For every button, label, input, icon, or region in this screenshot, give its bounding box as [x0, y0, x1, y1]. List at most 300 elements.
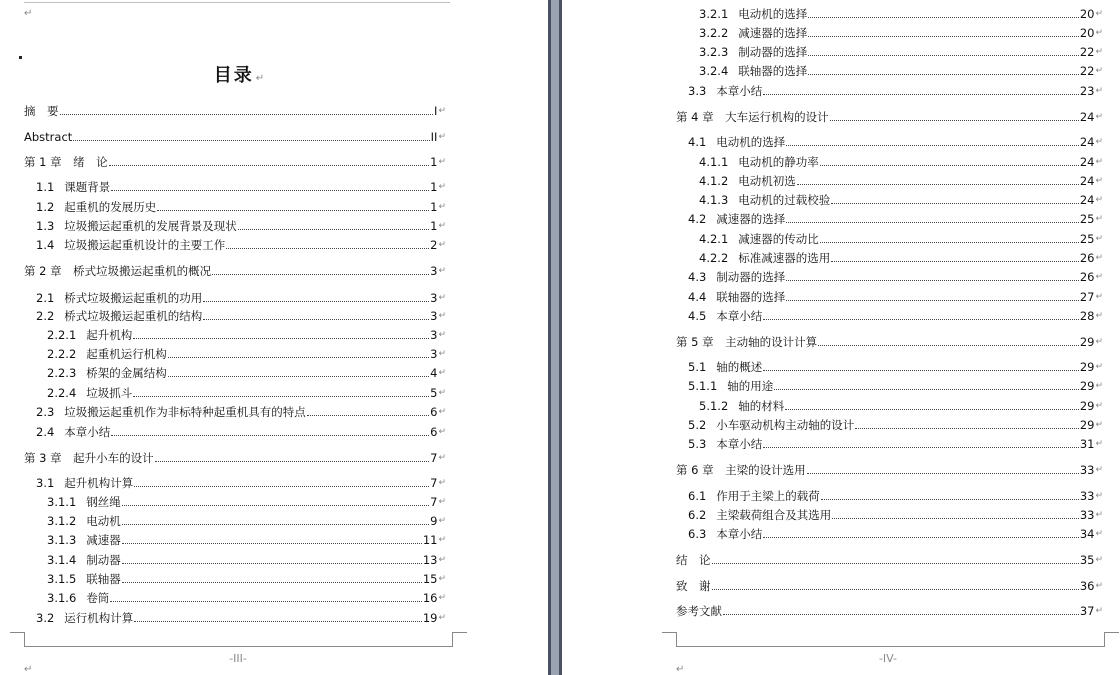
entry-number: 3.1.6	[47, 591, 77, 605]
entry-page-number: 22	[1079, 45, 1095, 59]
entry-title: 第 6 章 主梁的设计选用	[676, 463, 806, 477]
entry-number: 3.1.1	[47, 495, 77, 509]
paragraph-mark: ↵	[438, 349, 446, 359]
entry-page-number: 24	[1079, 193, 1095, 207]
entry-number: 2.3	[36, 405, 55, 419]
footer-rule	[24, 646, 452, 647]
entry-number: 6.1	[688, 489, 707, 503]
entry-title: 标准减速器的选用	[738, 251, 831, 265]
page-gap-divider	[548, 0, 562, 675]
entry-number: 4.1.1	[699, 155, 729, 169]
entry-title: 轴的用途	[727, 379, 774, 393]
dot-leader	[830, 120, 1079, 121]
dot-leader	[155, 461, 429, 462]
paragraph-mark: ↵	[438, 453, 446, 463]
entry-number: 5.2	[688, 418, 707, 432]
entry-page-number: 4	[430, 366, 438, 380]
entry-title: 摘 要	[24, 104, 59, 118]
dot-leader	[122, 582, 422, 583]
entry-page-number: 34	[1079, 527, 1095, 541]
entry-number: 3.1.3	[47, 533, 77, 547]
entry-title: 本章小结	[716, 437, 763, 451]
paragraph-mark: ↵	[1095, 401, 1103, 411]
entry-page-number: 16	[422, 591, 438, 605]
paragraph-mark: ↵	[1095, 606, 1103, 616]
toc-entry[interactable]	[47, 362, 446, 380]
entry-number: 2.1	[36, 291, 55, 305]
toc-entry[interactable]	[47, 324, 446, 342]
paragraph-mark: ↵	[438, 593, 446, 603]
entry-page-number: 7	[430, 495, 438, 509]
entry-title: 卷筒	[86, 591, 110, 605]
paragraph-mark: ↵	[438, 182, 446, 192]
entry-title: 桥架的金属结构	[86, 366, 167, 380]
dot-leader	[855, 428, 1079, 429]
paragraph-mark: ↵	[1095, 529, 1103, 539]
dot-leader	[797, 184, 1079, 185]
entry-number: 4.1.2	[699, 174, 729, 188]
paragraph-mark: ↵	[1095, 362, 1103, 372]
entry-number: 3.2	[36, 611, 55, 625]
entry-page-number: 15	[422, 572, 438, 586]
entry-number: 4.1.3	[699, 193, 729, 207]
toc-entry[interactable]	[699, 41, 1103, 59]
dot-leader	[110, 601, 422, 602]
paragraph-mark: ↵	[1095, 214, 1103, 224]
entry-title: 垃圾抓斗	[86, 386, 133, 400]
entry-title: 本章小结	[716, 84, 763, 98]
dot-leader	[122, 543, 422, 544]
entry-title: 参考文献	[676, 604, 722, 618]
toc-entry[interactable]	[47, 549, 446, 567]
paragraph-mark: ↵	[438, 240, 446, 250]
entry-number: 2.2.3	[47, 366, 77, 380]
entry-number: 4.2.1	[699, 232, 729, 246]
toc-heading-entry[interactable]	[24, 447, 446, 465]
entry-page-number: 1	[430, 155, 438, 169]
toc-entry[interactable]	[688, 485, 1103, 503]
dot-leader	[808, 17, 1079, 18]
dot-leader	[203, 301, 429, 302]
entry-page-number: 31	[1079, 437, 1095, 451]
toc-entry[interactable]	[47, 587, 446, 605]
paragraph-mark: ↵	[1095, 311, 1103, 321]
margin-corner-mark	[662, 632, 677, 647]
toc-heading-entry[interactable]	[24, 151, 446, 169]
entry-title: 桥式垃圾搬运起重机的功用	[64, 291, 203, 305]
toc-entry[interactable]	[36, 176, 446, 194]
paragraph-mark: ↵	[1095, 272, 1103, 282]
dot-leader	[808, 36, 1079, 37]
paragraph-mark: ↵	[676, 664, 685, 675]
toc-heading-entry[interactable]	[676, 575, 1103, 593]
dot-leader	[203, 319, 429, 320]
entry-number: 5.1.2	[699, 399, 729, 413]
entry-number: 3.1.2	[47, 514, 77, 528]
toc-entry[interactable]	[47, 382, 446, 400]
entry-number: 3.1.4	[47, 553, 77, 567]
paragraph-mark: ↵	[1095, 581, 1103, 591]
toc-heading-entry[interactable]	[676, 600, 1103, 618]
paragraph-mark: ↵	[438, 516, 446, 526]
paragraph-mark: ↵	[1095, 253, 1103, 263]
entry-title: 钢丝绳	[86, 495, 121, 509]
entry-title: 制动器	[86, 553, 121, 567]
entry-page-number: 2	[430, 238, 438, 252]
dot-leader	[168, 357, 429, 358]
toc-entry[interactable]	[36, 472, 446, 490]
entry-number: 5.1	[688, 360, 707, 374]
dot-leader	[818, 345, 1079, 346]
paragraph-mark: ↵	[1095, 439, 1103, 449]
margin-corner-mark	[10, 632, 25, 647]
page-number: -III-	[229, 652, 247, 665]
toc-entry[interactable]	[699, 22, 1103, 40]
paragraph-mark: ↵	[438, 311, 446, 321]
paragraph-mark: ↵	[1095, 195, 1103, 205]
entry-number: 4.2.2	[699, 251, 729, 265]
dot-leader	[786, 300, 1079, 301]
entry-page-number: 26	[1079, 270, 1095, 284]
paragraph-mark: ↵	[1095, 381, 1103, 391]
toc-entry[interactable]	[36, 215, 446, 233]
entry-page-number: 1	[430, 180, 438, 194]
entry-page-number: 1	[430, 219, 438, 233]
entry-title: 联轴器的选择	[738, 64, 808, 78]
paragraph-mark: ↵	[1095, 9, 1103, 19]
entry-page-number: 6	[430, 425, 438, 439]
dot-leader	[134, 486, 429, 487]
entry-page-number: 6	[430, 405, 438, 419]
dot-leader	[134, 621, 422, 622]
entry-title: 垃圾搬运起重机的发展背景及现状	[64, 219, 237, 233]
page-number: -IV-	[878, 652, 898, 665]
entry-page-number: 25	[1079, 212, 1095, 226]
entry-page-number: 3	[430, 291, 438, 305]
entry-page-number: 29	[1079, 360, 1095, 374]
toc-entry[interactable]	[699, 170, 1103, 188]
toc-entry[interactable]	[47, 343, 446, 361]
toc-entry[interactable]	[688, 131, 1103, 149]
entry-page-number: 35	[1079, 553, 1095, 567]
dot-leader	[763, 94, 1079, 95]
entry-title: 电动机初选	[738, 174, 796, 188]
toc-entry[interactable]	[688, 375, 1103, 393]
entry-page-number: 33	[1079, 489, 1095, 503]
paragraph-mark: ↵	[438, 330, 446, 340]
toc-entry[interactable]	[47, 510, 446, 528]
entry-title: 本章小结	[716, 309, 763, 323]
document-page-right	[562, 0, 1120, 675]
toc-entry[interactable]	[36, 287, 446, 305]
entry-title: 结 论	[676, 553, 711, 567]
entry-title: 制动器的选择	[738, 45, 808, 59]
header-rule	[24, 2, 450, 3]
dot-leader	[133, 338, 429, 339]
paragraph-mark: ↵	[1095, 28, 1103, 38]
entry-title: 本章小结	[716, 527, 763, 541]
toc-entry[interactable]	[699, 3, 1103, 21]
dot-leader	[111, 435, 429, 436]
paragraph-mark: ↵	[438, 388, 446, 398]
toc-entry[interactable]	[699, 395, 1103, 413]
entry-page-number: 7	[430, 476, 438, 490]
entry-page-number: 23	[1079, 84, 1095, 98]
paragraph-mark: ↵	[438, 132, 446, 142]
footer-rule	[676, 646, 1104, 647]
entry-title: Abstract	[24, 130, 73, 144]
toc-entry[interactable]	[36, 401, 446, 419]
entry-number: 1.1	[36, 180, 55, 194]
entry-page-number: 20	[1079, 7, 1095, 21]
paragraph-mark: ↵	[438, 478, 446, 488]
dot-leader	[109, 165, 429, 166]
toc-entry[interactable]	[36, 305, 446, 323]
dot-leader	[712, 563, 1079, 564]
entry-title: 减速器的传动比	[738, 232, 819, 246]
paragraph-mark: ↵	[438, 157, 446, 167]
entry-number: 2.2.2	[47, 347, 77, 361]
dot-leader	[831, 203, 1079, 204]
toc-entry[interactable]	[699, 189, 1103, 207]
entry-page-number: 3	[430, 347, 438, 361]
entry-number: 2.4	[36, 425, 55, 439]
entry-page-number: 26	[1079, 251, 1095, 265]
paragraph-mark: ↵	[1095, 66, 1103, 76]
entry-title: 电动机的静功率	[738, 155, 819, 169]
entry-page-number: 13	[422, 553, 438, 567]
anchor-dot	[19, 56, 22, 59]
entry-page-number: 36	[1079, 579, 1095, 593]
entry-number: 3.3	[688, 84, 707, 98]
toc-entry[interactable]	[688, 80, 1103, 98]
entry-page-number: 24	[1079, 110, 1095, 124]
paragraph-mark: ↵	[438, 368, 446, 378]
entry-number: 3.2.4	[699, 64, 729, 78]
entry-page-number: 3	[430, 309, 438, 323]
paragraph-mark: ↵	[438, 407, 446, 417]
entry-page-number: 1	[430, 200, 438, 214]
entry-title: 减速器	[86, 533, 121, 547]
margin-corner-mark	[1104, 632, 1119, 647]
dot-leader	[821, 499, 1079, 500]
entry-title: 第 2 章 桥式垃圾搬运起重机的概况	[24, 264, 212, 278]
toc-entry[interactable]	[36, 421, 446, 439]
entry-number: 4.1	[688, 135, 707, 149]
entry-page-number: I	[434, 104, 438, 118]
entry-title: 主梁载荷组合及其选用	[716, 508, 832, 522]
toc-entry[interactable]	[688, 433, 1103, 451]
dot-leader	[763, 370, 1079, 371]
entry-number: 6.2	[688, 508, 707, 522]
toc-entry[interactable]	[688, 208, 1103, 226]
entry-title: 垃圾搬运起重机设计的主要工作	[64, 238, 226, 252]
dot-leader	[157, 210, 429, 211]
toc-heading-entry[interactable]	[676, 106, 1103, 124]
dot-leader	[808, 55, 1079, 56]
entry-number: 1.2	[36, 200, 55, 214]
dot-leader	[712, 589, 1079, 590]
toc-entry[interactable]	[36, 607, 446, 625]
entry-page-number: 20	[1079, 26, 1095, 40]
paragraph-mark: ↵	[24, 664, 33, 675]
toc-entry[interactable]	[688, 523, 1103, 541]
toc-heading-entry[interactable]	[676, 549, 1103, 567]
paragraph-mark: ↵	[1095, 491, 1103, 501]
entry-title: 轴的概述	[716, 360, 763, 374]
toc-entry[interactable]	[47, 491, 446, 509]
dot-leader	[820, 242, 1079, 243]
dot-leader	[73, 140, 429, 141]
toc-entry[interactable]	[699, 247, 1103, 265]
entry-title: 起升机构	[86, 328, 133, 342]
dot-leader	[60, 114, 434, 115]
entry-page-number: 25	[1079, 232, 1095, 246]
dot-leader	[820, 165, 1079, 166]
toc-heading-entry[interactable]	[24, 260, 446, 278]
paragraph-mark: ↵	[1095, 86, 1103, 96]
toc-entry[interactable]	[688, 414, 1103, 432]
dot-leader	[111, 190, 429, 191]
dot-leader	[122, 524, 429, 525]
dot-leader	[763, 447, 1079, 448]
dot-leader	[226, 248, 429, 249]
entry-page-number: 27	[1079, 290, 1095, 304]
entry-title: 作用于主梁上的载荷	[716, 489, 820, 503]
dot-leader	[763, 537, 1079, 538]
entry-page-number: 5	[430, 386, 438, 400]
toc-entry[interactable]	[688, 305, 1103, 323]
paragraph-mark: ↵	[438, 266, 446, 276]
entry-number: 2.2.4	[47, 386, 77, 400]
entry-page-number: 29	[1079, 418, 1095, 432]
entry-number: 4.4	[688, 290, 707, 304]
entry-page-number: 19	[422, 611, 438, 625]
entry-title: 第 5 章 主动轴的设计计算	[676, 335, 818, 349]
paragraph-mark: ↵	[1095, 47, 1103, 57]
entry-title: 桥式垃圾搬运起重机的结构	[64, 309, 203, 323]
dot-leader	[238, 229, 429, 230]
paragraph-mark: ↵	[438, 555, 446, 565]
entry-title: 第 4 章 大车运行机构的设计	[676, 110, 829, 124]
toc-entry[interactable]	[688, 504, 1103, 522]
dot-leader	[763, 319, 1079, 320]
entry-title: 垃圾搬运起重机作为非标特种起重机具有的特点	[64, 405, 306, 419]
entry-title: 课题背景	[64, 180, 111, 194]
entry-title: 起重机的发展历史	[64, 200, 157, 214]
toc-heading-entry[interactable]	[24, 126, 446, 144]
paragraph-mark: ↵	[1095, 137, 1103, 147]
dot-leader	[785, 409, 1079, 410]
entry-page-number: 33	[1079, 463, 1095, 477]
paragraph-mark: ↵	[438, 106, 446, 116]
dot-leader	[832, 518, 1079, 519]
entry-title: 起升机构计算	[64, 476, 134, 490]
paragraph-mark: ↵	[438, 497, 446, 507]
entry-number: 4.3	[688, 270, 707, 284]
entry-title: 第 1 章 绪 论	[24, 155, 108, 169]
entry-number: 5.3	[688, 437, 707, 451]
paragraph-mark: ↵	[1095, 555, 1103, 565]
paragraph-mark: ↵	[438, 221, 446, 231]
paragraph-mark: ↵	[438, 535, 446, 545]
toc-heading-entry[interactable]	[676, 459, 1103, 477]
toc-entry[interactable]	[36, 196, 446, 214]
toc-entry[interactable]	[47, 568, 446, 586]
entry-number: 1.3	[36, 219, 55, 233]
entry-title: 致 谢	[676, 579, 711, 593]
entry-title: 电动机的过载校验	[738, 193, 831, 207]
toc-entry[interactable]	[699, 228, 1103, 246]
dot-leader	[786, 280, 1079, 281]
entry-title: 本章小结	[64, 425, 111, 439]
entry-page-number: 28	[1079, 309, 1095, 323]
entry-title: 第 3 章 起升小车的设计	[24, 451, 154, 465]
entry-title: 联轴器	[86, 572, 121, 586]
toc-entry[interactable]	[688, 266, 1103, 284]
entry-page-number: II	[430, 130, 438, 144]
toc-heading-entry[interactable]	[676, 331, 1103, 349]
entry-page-number: 29	[1079, 379, 1095, 393]
entry-number: 3.1.5	[47, 572, 77, 586]
entry-title: 电动机的选择	[716, 135, 786, 149]
entry-title: 制动器的选择	[716, 270, 786, 284]
entry-number: 3.1	[36, 476, 55, 490]
dot-leader	[307, 415, 429, 416]
toc-title: 目录 ↵	[213, 65, 267, 86]
entry-title: 起重机运行机构	[86, 347, 167, 361]
paragraph-mark: ↵	[438, 613, 446, 623]
entry-title: 电动机	[86, 514, 121, 528]
toc-entry[interactable]	[688, 356, 1103, 374]
entry-number: 1.4	[36, 238, 55, 252]
paragraph-mark: ↵	[24, 8, 33, 19]
dot-leader	[212, 274, 429, 275]
entry-title: 电动机的选择	[738, 7, 808, 21]
dot-leader	[831, 261, 1079, 262]
paragraph-mark: ↵	[1095, 112, 1103, 122]
entry-page-number: 29	[1079, 335, 1095, 349]
entry-page-number: 9	[430, 514, 438, 528]
toc-heading-entry[interactable]	[24, 100, 446, 118]
entry-number: 2.2	[36, 309, 55, 323]
entry-title: 轴的材料	[738, 399, 785, 413]
paragraph-mark: ↵	[438, 202, 446, 212]
entry-number: 3.2.3	[699, 45, 729, 59]
entry-number: 3.2.2	[699, 26, 729, 40]
document-page-left	[0, 0, 548, 675]
entry-page-number: 7	[430, 451, 438, 465]
entry-number: 5.1.1	[688, 379, 718, 393]
toc-entry[interactable]	[36, 234, 446, 252]
entry-page-number: 24	[1079, 174, 1095, 188]
paragraph-mark: ↵	[1095, 510, 1103, 520]
toc-entry[interactable]	[688, 286, 1103, 304]
paragraph-mark: ↵	[438, 427, 446, 437]
dot-leader	[122, 563, 422, 564]
dot-leader	[122, 505, 429, 506]
entry-title: 减速器的选择	[716, 212, 786, 226]
entry-page-number: 22	[1079, 64, 1095, 78]
entry-page-number: 37	[1079, 604, 1095, 618]
dot-leader	[168, 376, 429, 377]
toc-entry[interactable]	[699, 151, 1103, 169]
toc-entry[interactable]	[699, 60, 1103, 78]
entry-title: 联轴器的选择	[716, 290, 786, 304]
toc-entry[interactable]	[47, 529, 446, 547]
dot-leader	[786, 145, 1079, 146]
entry-title: 小车驱动机构主动轴的设计	[716, 418, 855, 432]
